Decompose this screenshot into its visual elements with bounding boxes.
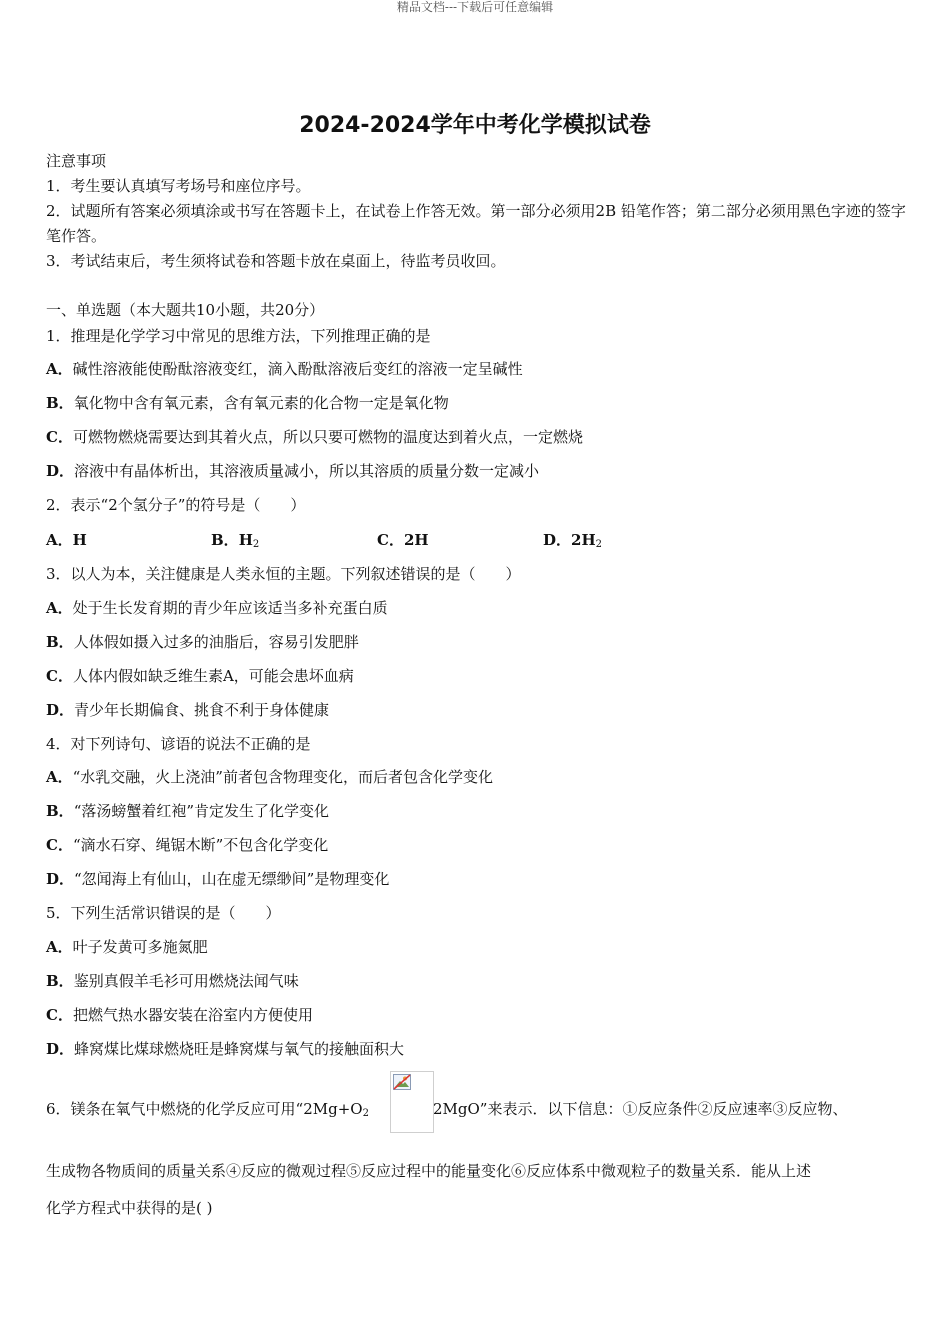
- option-text: 人体内假如缺乏维生素A，可能会患坏血病: [72, 667, 354, 685]
- q4-stem: 4．对下列诗句、谚语的说法不正确的是: [46, 735, 311, 753]
- q3-option-c: [46, 666, 354, 686]
- option-text: 蜂窝煤比煤球燃烧旺是蜂窝煤与氧气的接触面积大: [74, 1040, 405, 1058]
- q4-option-c: [46, 835, 328, 855]
- q5-stem: 5．下列生活常识错误的是（ ）: [46, 904, 281, 922]
- q5-option-b: [46, 971, 299, 991]
- q2-choices: [46, 530, 706, 550]
- q2-option-a: [46, 530, 87, 550]
- q1-option-c: [46, 427, 583, 447]
- page-title: 2024-2024学年中考化学模拟试卷: [299, 113, 651, 138]
- option-text: 鉴别真假羊毛衫可用燃烧法闻气味: [73, 972, 299, 990]
- option-letter: B．: [46, 633, 74, 651]
- q6-equation-image: [390, 1071, 434, 1133]
- q2-option-c: [377, 530, 429, 550]
- option-text: 溶液中有晶体析出，其溶液质量减小，所以其溶质的质量分数一定减小: [74, 462, 540, 480]
- notice-item-3: 3．考试结束后，考生须将试卷和答题卡放在桌面上，待监考员收回。: [46, 252, 506, 270]
- option-letter: D．: [543, 531, 572, 549]
- option-letter: D．: [46, 462, 75, 480]
- notice-heading: 注意事项: [46, 152, 107, 170]
- q5-option-c: [46, 1005, 313, 1025]
- q5-option-a: [46, 937, 208, 957]
- option-letter: C．: [377, 531, 404, 549]
- q3-stem: 3．以人为本，关注健康是人类永恒的主题。下列叙述错误的是（ ）: [46, 565, 521, 583]
- option-text: 可燃物燃烧需要达到其着火点，所以只要可燃物的温度达到着火点，一定燃烧: [72, 428, 583, 446]
- option-letter: B．: [46, 972, 74, 990]
- option-letter: D．: [46, 870, 75, 888]
- option-letter: A．: [46, 360, 73, 378]
- option-letter: A．: [46, 599, 73, 617]
- option-text: “滴水石穿、绳锯木断”不包含化学变化: [72, 836, 329, 854]
- q4-option-a: [46, 767, 493, 787]
- q1-stem: 1．推理是化学学习中常见的思维方法，下列推理正确的是: [46, 327, 431, 345]
- q4-option-d: [46, 869, 389, 889]
- option-text: “水乳交融，火上浇油”前者包含物理变化，而后者包含化学变化: [72, 768, 493, 786]
- option-letter: C．: [46, 667, 73, 685]
- q5-option-d: [46, 1039, 404, 1059]
- notice-item-2: 2．试题所有答案必须填涂或书写在答题卡上，在试卷上作答无效。第一部分必须用2B 铅笔作答；第二部分必须用黑色字迹的签字笔作答。: [46, 202, 906, 245]
- option-letter: A．: [46, 531, 73, 549]
- q6-line3: 化学方程式中获得的是( ): [46, 1199, 213, 1217]
- q6-line1-start: [46, 1099, 369, 1119]
- q1-option-b: [46, 393, 449, 413]
- option-text: 青少年长期偏食、挑食不利于身体健康: [74, 701, 330, 719]
- option-letter: C．: [46, 836, 73, 854]
- option-letter: A．: [46, 938, 73, 956]
- option-letter: D．: [46, 1040, 75, 1058]
- q3-option-d: [46, 700, 329, 720]
- option-text: 2H: [571, 531, 596, 549]
- q3-option-a: [46, 598, 388, 618]
- option-letter: A．: [46, 768, 73, 786]
- section-heading: 一、单选题（本大题共10小题，共20分）: [46, 301, 325, 319]
- option-text: 氧化物中含有氧元素，含有氧元素的化合物一定是氧化物: [73, 394, 449, 412]
- option-letter: C．: [46, 428, 73, 446]
- q1-option-d: [46, 461, 539, 481]
- option-letter: C．: [46, 1006, 73, 1024]
- q1-option-a: [46, 359, 523, 379]
- option-text: “落汤螃蟹着红袍”肯定发生了化学变化: [73, 802, 330, 820]
- q6-subscript: 2: [362, 1108, 369, 1119]
- broken-image-icon: [393, 1074, 411, 1090]
- option-letter: D．: [46, 701, 75, 719]
- option-text: “忽闻海上有仙山，山在虚无缥缈间”是物理变化: [74, 870, 390, 888]
- q6-text-part1: 6．镁条在氧气中燃烧的化学反应可用“2Mg+O: [46, 1100, 363, 1118]
- option-text: H: [238, 531, 253, 549]
- page-header: 精品文档---下载后可任意编辑: [396, 0, 554, 14]
- notice-item-1: 1．考生要认真填写考场号和座位序号。: [46, 177, 311, 195]
- option-letter: B．: [46, 394, 74, 412]
- option-text: 2H: [403, 531, 429, 549]
- q6-text-part2: 2MgO”来表示．以下信息：①反应条件②反应速率③反应物、: [433, 1100, 848, 1118]
- q2-option-b: [211, 530, 259, 550]
- option-text: 叶子发黄可多施氮肥: [72, 938, 208, 956]
- option-letter: B．: [211, 531, 239, 549]
- q4-option-b: [46, 801, 329, 821]
- option-text: 处于生长发育期的青少年应该适当多补充蛋白质: [72, 599, 388, 617]
- option-subscript: 2: [595, 539, 602, 550]
- option-text: 碱性溶液能使酚酞溶液变红，滴入酚酞溶液后变红的溶液一定呈碱性: [72, 360, 523, 378]
- option-text: H: [72, 531, 87, 549]
- q2-option-d: [543, 530, 602, 550]
- option-letter: B．: [46, 802, 74, 820]
- option-subscript: 2: [252, 539, 260, 550]
- option-text: 把燃气热水器安装在浴室内方便使用: [72, 1006, 313, 1024]
- q2-stem: 2．表示“2个氢分子”的符号是（ ）: [46, 496, 306, 514]
- q3-option-b: [46, 632, 359, 652]
- q6-line2: 生成物各物质间的质量关系④反应的微观过程⑤反应过程中的能量变化⑥反应体系中微观粒子的数量关系．能从上述: [46, 1162, 812, 1180]
- option-text: 人体假如摄入过多的油脂后，容易引发肥胖: [73, 633, 359, 651]
